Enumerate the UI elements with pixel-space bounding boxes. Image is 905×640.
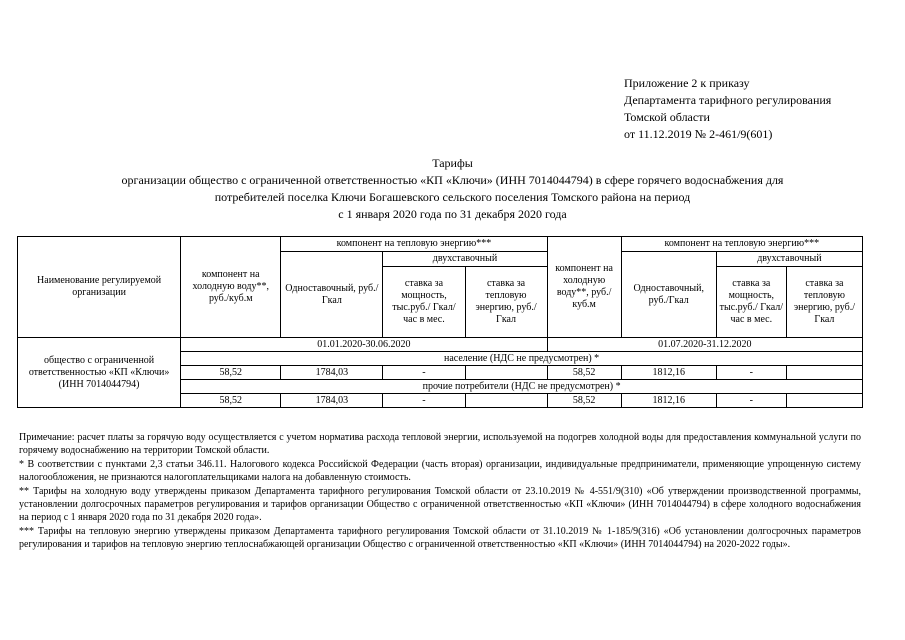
organization-name: общество с ограниченной ответственностью «КП «Ключи» (ИНН 7014044794) [18, 338, 181, 408]
cell-value: 58,52 [547, 366, 621, 380]
note-vat: * В соответствии с пунктами 2,3 статьи 346.11. Налогового кодекса Российской Федерации (часть вторая) организации, индивидуальные предприниматели, применяющие упрощенную систему налогообложения, не признаются налогоплательщиками налога на добавленную стоимость. [19, 458, 861, 484]
cell-value: - [716, 366, 786, 380]
period-first-half: 01.01.2020-30.06.2020 [181, 338, 547, 352]
cell-value: - [383, 366, 465, 380]
title-line: организации общество с ограниченной ответственностью «КП «Ключи» (ИНН 7014044794) в сфере горячего водоснабжения для [121, 173, 784, 187]
cell-value: 1784,03 [281, 366, 383, 380]
note-heat-energy: *** Тарифы на тепловую энергию утверждены приказом Департамента тарифного регулирования Томской области от 31.10.2019 № 1-185/9(316) «Об установлении долгосрочных параметров регулирования и тарифов на тепловую энергию теплоснабжающей организации Общество с ограниченной ответственностью «КП «Ключи» (ИНН 7014044794) на 2020-2022 годы». [19, 525, 861, 551]
header-cold-component-h2: компонент на холодную воду**, руб./куб.м [547, 237, 621, 338]
document-title [22, 155, 883, 223]
note-main: Примечание: расчет платы за горячую воду осуществляется с учетом норматива расхода тепловой энергии, используемой на подогрев холодной воды для предоставления коммунальной услуги по горячему водоснабжению на территории Томской области. [19, 432, 861, 457]
title-period: с 1 января 2020 года по 31 декабря 2020 года [338, 207, 567, 221]
appendix-line: Томской области [624, 110, 710, 124]
header-cold-component-h1: компонент на холодную воду**, руб./куб.м [181, 237, 281, 338]
appendix-line: Приложение 2 к приказу [624, 76, 750, 90]
header-heat-component-h1: компонент на тепловую энергию*** [281, 237, 547, 252]
note-cold-water: ** Тарифы на холодную воду утверждены приказом Департамента тарифного регулирования Томской области от 23.10.2019 № 4-551/9(310) «Об утверждении производственной программы, установлении долгосрочных параметров регулирования и тарифов организации Общество с ограниченной ответственностью «КП «Ключи» (ИНН 7014044794) в сфере холодного водоснабжения на период с 1 января 2020 года по 31 декабря 2020 года». [19, 485, 861, 524]
header-heat-component-h2: компонент на тепловую энергию*** [621, 237, 862, 252]
cell-value [786, 394, 862, 408]
period-second-half: 01.07.2020-31.12.2020 [547, 338, 862, 352]
appendix-line: Департамента тарифного регулирования [624, 93, 832, 107]
cell-value [465, 366, 547, 380]
cell-value [465, 394, 547, 408]
header-energy-rate-h2: ставка за тепловую энергию, руб./Гкал [786, 267, 862, 338]
header-energy-rate-h1: ставка за тепловую энергию, руб./Гкал [465, 267, 547, 338]
cell-value: 1784,03 [281, 394, 383, 408]
notes-section [19, 431, 861, 552]
header-two-rate-h1: двухставочный [383, 252, 547, 267]
header-capacity-rate-h2: ставка за мощность, тыс.руб./ Гкал/час в мес. [716, 267, 786, 338]
header-two-rate-h2: двухставочный [716, 252, 862, 267]
tariff-table [17, 236, 863, 408]
group-label-population: население (НДС не предусмотрен) * [181, 352, 863, 366]
group-label-other-consumers: прочие потребители (НДС не предусмотрен) * [181, 380, 863, 394]
cell-value: 1812,16 [621, 394, 716, 408]
cell-value: 58,52 [181, 366, 281, 380]
cell-value: 1812,16 [621, 366, 716, 380]
header-single-rate-h1: Одноставочный, руб./Гкал [281, 252, 383, 338]
header-capacity-rate-h1: ставка за мощность, тыс.руб./ Гкал/час в мес. [383, 267, 465, 338]
header-single-rate-h2: Одноставочный, руб./Гкал [621, 252, 716, 338]
cell-value [786, 366, 862, 380]
cell-value: - [716, 394, 786, 408]
appendix-block [624, 75, 831, 143]
header-org-name: Наименование регулируемой организации [18, 237, 181, 338]
cell-value: 58,52 [547, 394, 621, 408]
cell-value: 58,52 [181, 394, 281, 408]
title-heading: Тарифы [432, 156, 473, 170]
title-line: потребителей поселка Ключи Богашевского сельского поселения Томского района на период [214, 190, 691, 204]
cell-value: - [383, 394, 465, 408]
appendix-date: от 11.12.2019 № 2-461/9(601) [624, 127, 773, 141]
